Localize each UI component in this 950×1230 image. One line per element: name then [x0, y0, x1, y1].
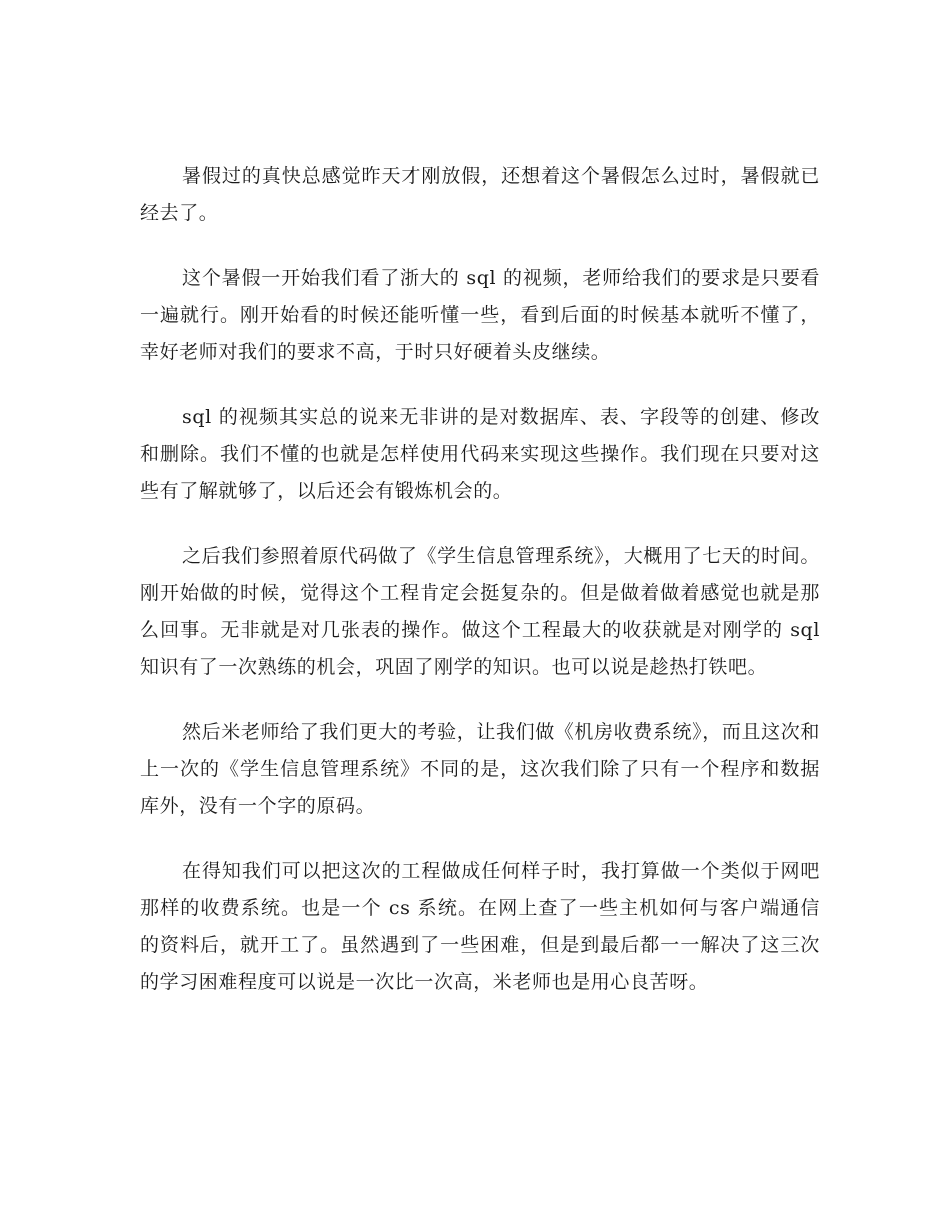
paragraph-4: 之后我们参照着原代码做了《学生信息管理系统》，大概用了七天的时间。刚开始做的时候，觉得这个工程肯定会挺复杂的。但是做着做着感觉也就是那么回事。无非就是对几张表的操作。做这个工程最大的收获就是对刚学的 sql 知识有了一次熟练的机会，巩固了刚学的知识。也可以说是趁热打铁吧。	[140, 545, 820, 678]
paragraph-5: 然后米老师给了我们更大的考验，让我们做《机房收费系统》，而且这次和上一次的《学生信息管理系统》不同的是，这次我们除了只有一个程序和数据库外，没有一个字的原码。	[140, 721, 820, 817]
paragraph-6: 在得知我们可以把这次的工程做成任何样子时，我打算做一个类似于网吧那样的收费系统。也是一个 cs 系统。在网上查了一些主机如何与客户端通信的资料后，就开工了。虽然遇到了一些困难，但是到最后都一一解决了这三次的学习困难程度可以说是一次比一次高，米老师也是用心良苦呀。	[140, 860, 820, 993]
paragraph-2: 这个暑假一开始我们看了浙大的 sql 的视频，老师给我们的要求是只要看一遍就行。刚开始看的时候还能听懂一些，看到后面的时候基本就听不懂了，幸好老师对我们的要求不高，于时只好硬着头皮继续。	[140, 267, 820, 363]
paragraph-1: 暑假过的真快总感觉昨天才刚放假，还想着这个暑假怎么过时，暑假就已经去了。	[140, 165, 820, 224]
paragraph-3: sql 的视频其实总的说来无非讲的是对数据库、表、字段等的创建、修改和删除。我们不懂的也就是怎样使用代码来实现这些操作。我们现在只要对这些有了解就够了，以后还会有锻炼机会的。	[140, 406, 820, 502]
document-body	[140, 158, 820, 1029]
